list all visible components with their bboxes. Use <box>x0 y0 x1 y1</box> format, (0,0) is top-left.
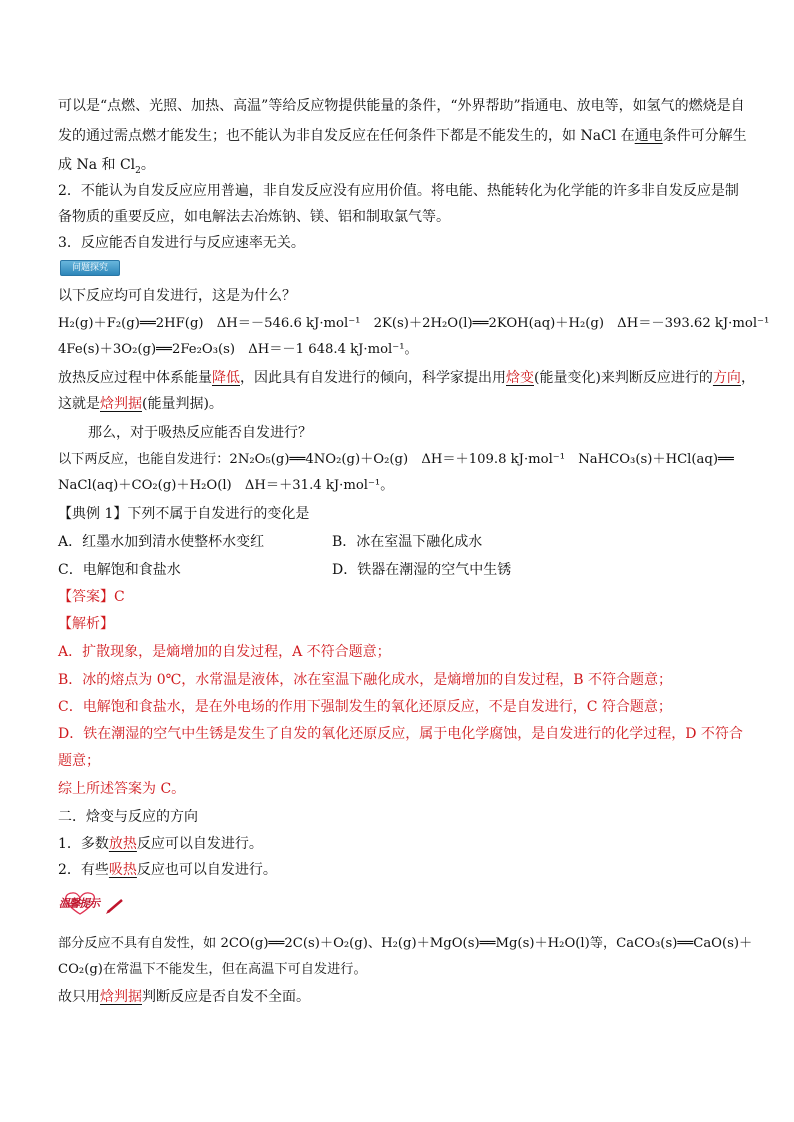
key-term: 吸热 <box>108 862 137 878</box>
text-line: CO₂(g)在常温下不能发生，但在高温下可自发进行。 <box>58 962 367 977</box>
question-line: 那么，对于吸热反应能否自发进行？ <box>88 425 312 441</box>
key-term: 焓判据 <box>100 396 142 412</box>
key-term: 方向 <box>712 370 741 386</box>
text-line: 3．反应能否自发进行与反应速率无关。 <box>58 235 305 251</box>
analysis-line: A．扩散现象，是熵增加的自发过程，A 不符合题意； <box>58 644 391 660</box>
text-line <box>58 368 755 388</box>
text-line <box>58 126 747 146</box>
underlined-term: 通电 <box>634 128 663 144</box>
option-c: C．电解饱和食盐水 <box>58 562 181 578</box>
text-span: 放热反应过程中体系能量 <box>58 370 212 386</box>
key-term: 焓判据 <box>100 989 142 1005</box>
text-span: 反应也可以自发进行。 <box>136 862 277 878</box>
text-line: 备物质的重要反应，如电解法去冶炼钠、镁、铝和制取氯气等。 <box>58 209 450 225</box>
text-span: 判断反应是否自发不全面。 <box>142 989 310 1005</box>
option-b: B．冰在室温下融化成水 <box>332 534 483 550</box>
text-span: ，因此具有自发进行的倾向，科学家提出用 <box>240 370 506 386</box>
analysis-line: B．冰的熔点为 0℃，水常温是液体，冰在室温下融化成水，是熵增加的自发过程，B 不符合题意； <box>58 672 673 688</box>
text-span: ， <box>740 370 755 386</box>
equation-line: 以下两反应，也能自发进行：2N₂O₅(g)══4NO₂(g)＋O₂(g) ΔH＝＋109.8 kJ·mol⁻¹ NaHCO₃(s)＋HCl(aq)══ <box>58 452 734 467</box>
text-line <box>58 987 310 1007</box>
key-term: 放热 <box>108 836 137 852</box>
heart-pen-icon <box>58 890 128 916</box>
answer-line: 【答案】C <box>58 589 125 605</box>
option-d: D．铁器在潮湿的空气中生锈 <box>332 562 512 578</box>
equation-line: NaCl(aq)＋CO₂(g)＋H₂O(l) ΔH＝＋31.4 kJ·mol⁻¹。 <box>58 478 394 493</box>
option-a: A．红墨水加到清水使整杯水变红 <box>58 534 265 550</box>
section-heading: 二．焓变与反应的方向 <box>58 809 198 825</box>
key-term: 焓变 <box>506 370 534 386</box>
text-line: 部分反应不具有自发性，如 2CO(g)══2C(s)＋O₂(g)、H₂(g)＋MgO(s)══Mg(s)＋H₂O(l)等，CaCO₃(s)══CaO(s)＋ <box>58 936 753 951</box>
section-badge-icon: 问题探究 <box>60 260 120 276</box>
text-span: (能量变化)来判断反应进行的 <box>534 370 713 386</box>
text-span: 2．有些 <box>58 862 109 878</box>
question-line: 以下反应均可自发进行，这是为什么？ <box>58 288 296 304</box>
key-term: 降低 <box>212 370 240 386</box>
text-span: 1．多数 <box>58 836 109 852</box>
text-span: 这就是 <box>58 396 100 412</box>
text-span: 成 Na 和 Cl <box>58 157 136 173</box>
text-span: 条件可分解生 <box>662 128 747 144</box>
text-line: 2．不能认为自发反应应用普遍，非自发反应没有应用价值。将电能、热能转化为化学能的许多非自发反应是制 <box>58 183 739 199</box>
text-line <box>58 860 277 880</box>
analysis-line: 题意； <box>58 753 100 769</box>
text-span: 故只用 <box>58 989 100 1005</box>
text-line <box>58 834 263 854</box>
text-span: (能量判据)。 <box>142 396 223 412</box>
analysis-line: C．电解饱和食盐水，是在外电场的作用下强制发生的氧化还原反应，不是自发进行，C 符合题意； <box>58 699 672 715</box>
text-line <box>58 394 223 414</box>
example-heading: 【典例 1】下列不属于自发进行的变化是 <box>58 506 310 522</box>
text-line: 成 Na 和 $Cl_2$。 <box>58 157 155 176</box>
tip-label: 温馨提示 <box>59 897 99 910</box>
analysis-heading: 【解析】 <box>58 616 114 632</box>
analysis-line: D．铁在潮湿的空气中生锈是发生了自发的氧化还原反应，属于电化学腐蚀，是自发进行的化学过程，D 不符合 <box>58 726 743 742</box>
text-span: 。 <box>140 157 155 173</box>
analysis-summary: 综上所述答案为 C。 <box>58 781 186 797</box>
text-line: 可以是“点燃、光照、加热、高温”等给反应物提供能量的条件，“外界帮助”指通电、放电等，如氢气的燃烧是自 <box>58 98 745 114</box>
text-span: 反应可以自发进行。 <box>136 836 263 852</box>
equation-line: 4Fe(s)＋3O₂(g)══2Fe₂O₃(s) ΔH＝－1 648.4 kJ·mol⁻¹。 <box>58 342 418 357</box>
equation-line: H₂(g)＋F₂(g)══2HF(g) ΔH＝－546.6 kJ·mol⁻¹ 2K(s)＋2H₂O(l)══2KOH(aq)＋H₂(g) ΔH＝－393.62 kJ·mol⁻¹ <box>58 316 770 331</box>
text-span: 发的通过需点燃才能发生；也不能认为非自发反应在任何条件下都是不能发生的，如 NaCl 在 <box>58 128 635 144</box>
